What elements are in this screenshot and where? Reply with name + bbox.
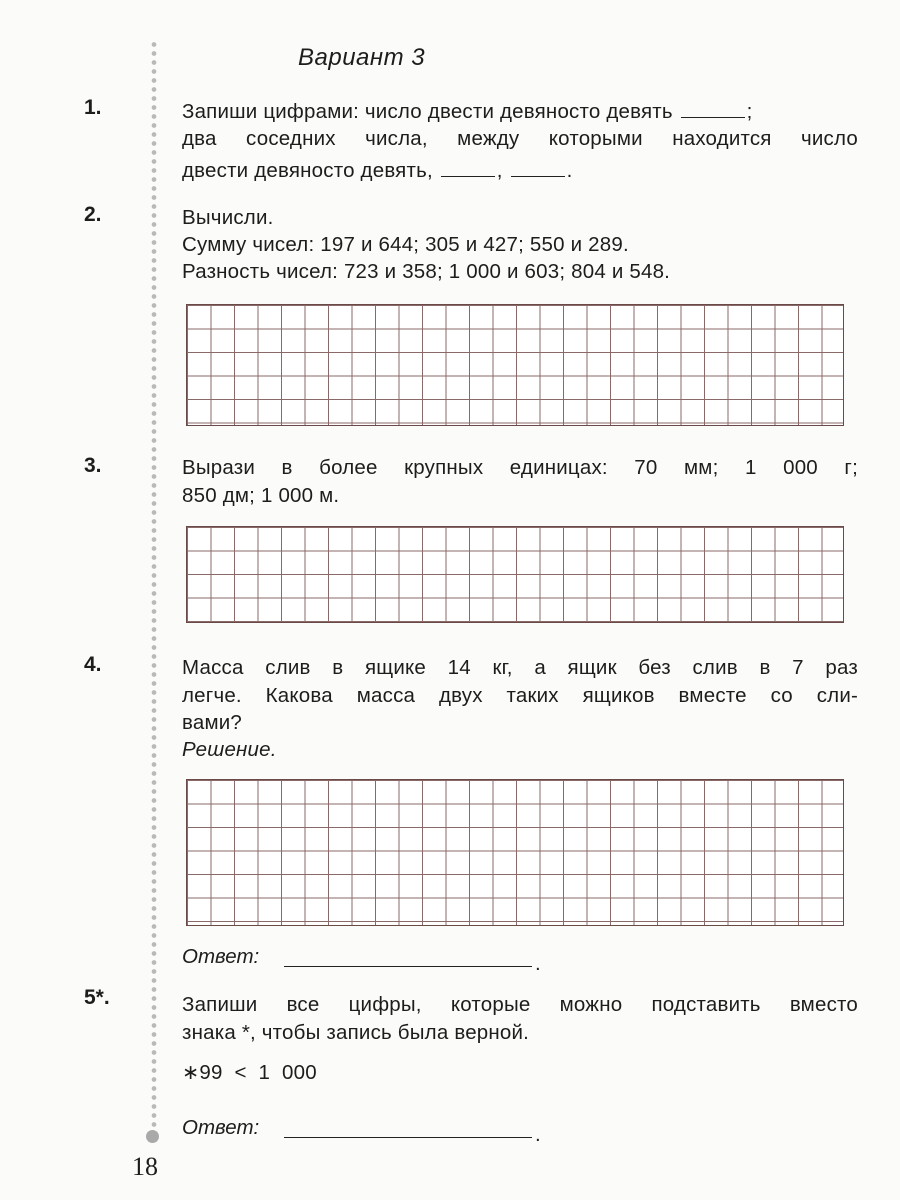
task1-line1-end: ; [746,100,753,123]
task5-answer-line[interactable] [284,1137,532,1138]
task1-number: 1. [84,96,102,119]
task1-line3 [182,159,572,183]
task5-line1: Запиши все цифры, которые можно подставить вместо [182,993,858,1016]
task1-blank-neighbor1[interactable] [441,175,495,177]
task4-answer-label: Ответ: [182,945,260,968]
task1-line3-text: двести девяносто девять, [182,159,433,182]
task2-answer-grid[interactable] [186,304,844,426]
task3-answer-grid[interactable] [186,526,844,623]
task1-end: . [566,159,573,182]
task1-separator: , [496,159,503,182]
task4-line1: Масса слив в ящике 14 кг, а ящик без слив в 7 раз [182,656,858,679]
task3-line1: Вырази в более крупных единицах: 70 мм; 1 000 г; [182,456,858,479]
task2-line3: Разность чисел: 723 и 358; 1 000 и 603; 804 и 548. [182,260,671,283]
task2-number: 2. [84,203,102,226]
task3-line2: 850 дм; 1 000 м. [182,484,340,507]
task1-blank-neighbor2[interactable] [511,175,565,177]
task5-answer-end: . [535,1123,541,1146]
task4-solution-grid[interactable] [186,779,844,926]
task4-solution-label: Решение. [182,738,277,761]
task1-line1 [182,100,753,124]
task4-answer-line[interactable] [284,966,532,967]
task1-blank-number[interactable] [681,116,745,118]
task4-line3: вами? [182,711,243,734]
task4-number: 4. [84,653,102,676]
task4-line2: легче. Какова масса двух таких ящиков вместе со сли- [182,684,858,707]
task5-expression: ∗99 < 1 000 [182,1061,317,1084]
task5-number: 5*. [84,986,110,1009]
page-number: 18 [132,1152,158,1181]
task1-line1-text: Запиши цифрами: число двести девяносто девять [182,100,673,123]
task2-line1: Вычисли. [182,206,274,229]
task5-answer-label: Ответ: [182,1116,260,1139]
task2-line2: Сумму чисел: 197 и 644; 305 и 427; 550 и 289. [182,233,629,256]
variant-title: Вариант 3 [298,44,426,71]
task5-line2: знака *, чтобы запись была верной. [182,1021,530,1044]
task1-line2: два соседних числа, между которыми находится число [182,127,858,150]
task4-answer-end: . [535,952,541,975]
binding-dots [151,40,157,1132]
binding-dot-end [146,1130,159,1143]
task3-number: 3. [84,454,102,477]
